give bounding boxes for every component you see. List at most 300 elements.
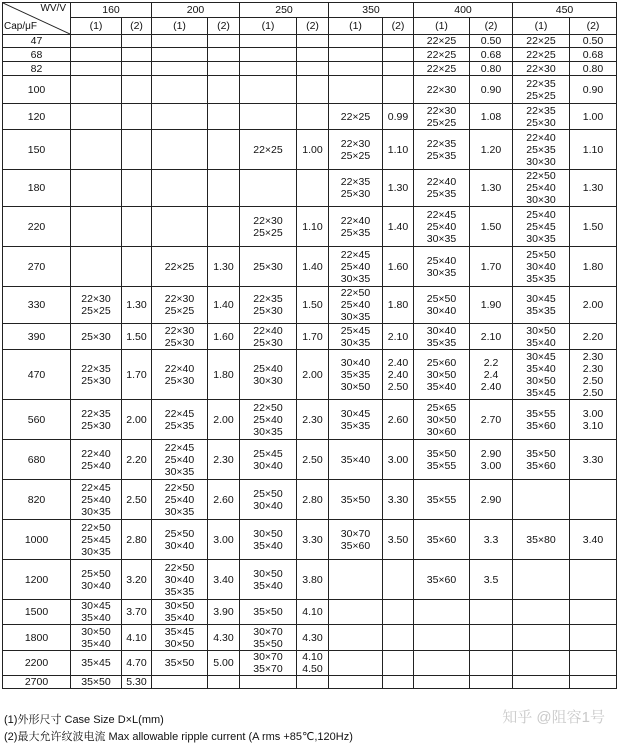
ripple-current-cell — [383, 76, 414, 104]
ripple-current-cell: 1.00 — [570, 104, 617, 130]
case-size-cell — [152, 76, 208, 104]
capacitance-cell: 68 — [3, 48, 71, 62]
voltage-header: 350 — [329, 3, 414, 18]
table-row — [3, 170, 617, 207]
subcol-ripple-header: (2) — [470, 18, 513, 35]
ripple-current-cell: 3.5 — [470, 560, 513, 600]
ripple-current-cell: 3.40 — [570, 520, 617, 560]
ripple-current-cell: 2.30 — [208, 440, 240, 480]
ripple-current-cell: 0.68 — [570, 48, 617, 62]
ripple-current-cell — [383, 651, 414, 676]
case-size-cell — [71, 247, 122, 287]
ripple-current-cell: 0.80 — [570, 62, 617, 76]
case-size-cell: 22×40 25×35 — [329, 207, 383, 247]
case-size-cell: 22×45 25×40 30×35 — [152, 440, 208, 480]
ripple-current-cell — [383, 676, 414, 689]
ripple-current-cell: 4.10 4.50 — [297, 651, 329, 676]
table-row — [3, 350, 617, 400]
case-size-cell — [71, 170, 122, 207]
case-size-cell — [513, 560, 570, 600]
capacitance-cell: 680 — [3, 440, 71, 480]
case-size-cell: 22×30 — [513, 62, 570, 76]
case-size-cell: 30×50 35×40 — [152, 600, 208, 625]
case-size-cell: 35×50 — [240, 600, 297, 625]
case-size-cell — [513, 600, 570, 625]
case-size-cell: 35×45 30×50 — [152, 625, 208, 651]
capacitance-cell: 120 — [3, 104, 71, 130]
ripple-current-cell — [383, 62, 414, 76]
case-size-cell — [152, 62, 208, 76]
case-size-cell: 25×50 30×40 — [414, 287, 470, 324]
case-size-cell: 22×45 25×35 — [152, 400, 208, 440]
case-size-cell — [152, 35, 208, 48]
case-size-cell: 30×45 35×40 30×50 35×45 — [513, 350, 570, 400]
case-size-cell — [240, 35, 297, 48]
ripple-current-cell: 3.50 — [383, 520, 414, 560]
ripple-current-cell — [208, 130, 240, 170]
capacitance-cell: 150 — [3, 130, 71, 170]
case-size-cell: 22×45 25×40 30×35 — [329, 247, 383, 287]
ripple-current-cell — [122, 170, 152, 207]
case-size-cell: 22×35 25×30 — [329, 170, 383, 207]
case-size-cell: 22×50 25×40 30×35 — [240, 400, 297, 440]
ripple-current-cell: 1.50 — [570, 207, 617, 247]
case-size-cell: 22×40 25×35 — [414, 170, 470, 207]
case-size-cell — [513, 625, 570, 651]
ripple-current-cell: 5.30 — [122, 676, 152, 689]
ripple-current-cell — [122, 35, 152, 48]
case-size-cell — [240, 62, 297, 76]
ripple-current-cell: 1.30 — [208, 247, 240, 287]
case-size-cell: 25×30 — [240, 247, 297, 287]
case-size-cell: 22×25 — [513, 48, 570, 62]
case-size-cell: 30×50 35×40 — [240, 560, 297, 600]
capacitance-cell: 390 — [3, 324, 71, 350]
case-size-cell: 30×45 35×35 — [513, 287, 570, 324]
capacitance-cell: 330 — [3, 287, 71, 324]
table-row — [3, 207, 617, 247]
ripple-current-cell — [122, 48, 152, 62]
ripple-current-cell: 1.00 — [297, 130, 329, 170]
subcol-size-header: (1) — [329, 18, 383, 35]
table-row — [3, 676, 617, 689]
case-size-cell: 25×50 30×40 35×35 — [513, 247, 570, 287]
capacitance-cell: 100 — [3, 76, 71, 104]
ripple-current-cell: 3.20 — [122, 560, 152, 600]
ripple-current-cell: 2.40 2.40 2.50 — [383, 350, 414, 400]
capacitance-cell: 270 — [3, 247, 71, 287]
case-size-cell: 22×30 25×25 — [414, 104, 470, 130]
ripple-current-cell — [570, 676, 617, 689]
ripple-current-cell — [383, 48, 414, 62]
ripple-current-cell: 1.40 — [208, 287, 240, 324]
ripple-current-cell — [570, 600, 617, 625]
ripple-current-cell — [297, 104, 329, 130]
case-size-cell — [240, 170, 297, 207]
case-size-cell: 30×45 35×40 — [71, 600, 122, 625]
ripple-current-cell: 2.30 — [297, 400, 329, 440]
ripple-current-cell: 2.30 2.30 2.50 2.50 — [570, 350, 617, 400]
capacitance-cell: 470 — [3, 350, 71, 400]
case-size-cell: 22×40 25×30 — [152, 350, 208, 400]
table-row — [3, 625, 617, 651]
ripple-current-cell — [297, 62, 329, 76]
subcol-size-header: (1) — [513, 18, 570, 35]
ripple-current-cell: 3.3 — [470, 520, 513, 560]
case-size-cell: 35×40 — [329, 440, 383, 480]
ripple-current-cell: 3.80 — [297, 560, 329, 600]
ripple-current-cell — [570, 480, 617, 520]
table-row — [3, 247, 617, 287]
case-size-cell — [329, 600, 383, 625]
case-size-cell: 25×40 30×30 — [240, 350, 297, 400]
case-size-cell — [414, 676, 470, 689]
case-size-cell: 22×35 25×30 — [71, 400, 122, 440]
case-size-cell — [414, 600, 470, 625]
case-size-cell: 22×30 25×25 — [329, 130, 383, 170]
subcol-size-header: (1) — [414, 18, 470, 35]
ripple-current-cell — [208, 35, 240, 48]
case-size-cell: 22×25 — [513, 35, 570, 48]
ripple-current-cell: 4.30 — [208, 625, 240, 651]
case-size-cell: 25×40 30×35 — [414, 247, 470, 287]
case-size-cell: 22×30 — [414, 76, 470, 104]
capacitance-cell: 1500 — [3, 600, 71, 625]
cap-label: Cap/μF — [4, 21, 37, 32]
case-size-cell — [71, 104, 122, 130]
ripple-current-cell: 3.30 — [570, 440, 617, 480]
case-size-cell — [329, 560, 383, 600]
ripple-current-cell: 1.30 — [122, 287, 152, 324]
table-row — [3, 62, 617, 76]
ripple-current-cell — [470, 676, 513, 689]
case-size-cell: 22×50 25×45 30×35 — [71, 520, 122, 560]
ripple-current-cell: 2.60 — [208, 480, 240, 520]
ripple-current-cell: 3.30 — [297, 520, 329, 560]
ripple-current-cell — [122, 62, 152, 76]
case-size-cell — [329, 35, 383, 48]
case-size-cell: 22×25 — [414, 48, 470, 62]
case-size-cell — [152, 48, 208, 62]
case-size-cell: 30×50 35×40 — [513, 324, 570, 350]
ripple-current-cell: 3.40 — [208, 560, 240, 600]
case-size-cell: 35×50 35×60 — [513, 440, 570, 480]
table-row — [3, 600, 617, 625]
ripple-current-cell: 3.70 — [122, 600, 152, 625]
case-size-cell: 35×55 35×60 — [513, 400, 570, 440]
ripple-current-cell: 0.50 — [470, 35, 513, 48]
case-size-cell: 22×35 25×30 — [240, 287, 297, 324]
ripple-current-cell — [122, 247, 152, 287]
table-row — [3, 651, 617, 676]
ripple-current-cell — [208, 48, 240, 62]
case-size-cell: 25×60 30×50 35×40 — [414, 350, 470, 400]
case-size-cell — [513, 676, 570, 689]
capacitance-cell: 1200 — [3, 560, 71, 600]
case-size-cell — [71, 76, 122, 104]
ripple-current-cell — [122, 130, 152, 170]
case-size-cell — [240, 104, 297, 130]
ripple-current-cell: 1.10 — [383, 130, 414, 170]
ripple-current-cell — [208, 104, 240, 130]
ripple-current-cell: 1.60 — [208, 324, 240, 350]
voltage-header-row — [3, 3, 617, 18]
ripple-current-cell — [122, 76, 152, 104]
ripple-current-cell: 1.30 — [383, 170, 414, 207]
case-size-cell — [152, 170, 208, 207]
case-size-cell — [329, 625, 383, 651]
subcol-size-header: (1) — [71, 18, 122, 35]
table-row — [3, 400, 617, 440]
case-size-cell: 35×60 — [414, 520, 470, 560]
case-size-cell: 22×45 25×40 30×35 — [414, 207, 470, 247]
case-size-cell: 22×40 25×30 — [240, 324, 297, 350]
ripple-current-cell: 4.10 — [122, 625, 152, 651]
ripple-current-cell: 1.08 — [470, 104, 513, 130]
case-size-cell: 22×30 25×25 — [71, 287, 122, 324]
ripple-current-cell: 4.10 — [297, 600, 329, 625]
table-row — [3, 48, 617, 62]
capacitance-cell: 2200 — [3, 651, 71, 676]
ripple-current-cell — [383, 600, 414, 625]
case-size-cell: 30×50 35×40 — [240, 520, 297, 560]
ripple-current-cell: 2.80 — [297, 480, 329, 520]
case-size-cell: 35×50 35×55 — [414, 440, 470, 480]
subcol-ripple-header: (2) — [383, 18, 414, 35]
ripple-current-cell: 2.00 — [570, 287, 617, 324]
case-size-cell: 30×70 35×70 — [240, 651, 297, 676]
ripple-current-cell — [208, 62, 240, 76]
corner-header-cell — [3, 3, 71, 35]
capacitance-cell: 180 — [3, 170, 71, 207]
ripple-current-cell — [297, 48, 329, 62]
case-size-cell: 22×40 25×35 30×30 — [513, 130, 570, 170]
case-size-cell: 22×30 25×30 — [152, 324, 208, 350]
ripple-current-cell: 3.00 — [383, 440, 414, 480]
case-size-cell — [71, 62, 122, 76]
case-size-cell: 25×40 25×45 30×35 — [513, 207, 570, 247]
ripple-current-cell: 1.90 — [470, 287, 513, 324]
table-row — [3, 440, 617, 480]
ripple-current-cell: 1.50 — [297, 287, 329, 324]
case-size-cell: 25×45 30×40 — [240, 440, 297, 480]
case-size-cell — [414, 651, 470, 676]
ripple-current-cell: 0.50 — [570, 35, 617, 48]
case-size-cell: 22×45 25×40 30×35 — [71, 480, 122, 520]
ripple-current-cell: 2.50 — [297, 440, 329, 480]
ripple-current-cell — [470, 625, 513, 651]
ripple-current-cell: 1.20 — [470, 130, 513, 170]
ripple-current-cell — [570, 625, 617, 651]
ripple-current-cell: 1.10 — [570, 130, 617, 170]
case-size-cell: 35×45 — [71, 651, 122, 676]
case-size-cell: 30×40 35×35 — [414, 324, 470, 350]
case-size-cell: 35×80 — [513, 520, 570, 560]
ripple-current-cell — [297, 35, 329, 48]
case-size-cell: 25×30 — [71, 324, 122, 350]
table-row — [3, 324, 617, 350]
ripple-current-cell: 2.70 — [470, 400, 513, 440]
subcol-ripple-header: (2) — [208, 18, 240, 35]
case-size-cell: 22×25 — [152, 247, 208, 287]
case-size-cell: 22×50 25×40 30×35 — [152, 480, 208, 520]
subcol-ripple-header: (2) — [297, 18, 329, 35]
case-size-cell: 22×25 — [240, 130, 297, 170]
case-size-cell: 30×70 35×50 — [240, 625, 297, 651]
case-size-cell — [329, 48, 383, 62]
case-size-cell — [513, 651, 570, 676]
ripple-current-cell: 1.70 — [470, 247, 513, 287]
table-row — [3, 76, 617, 104]
table-row — [3, 130, 617, 170]
subcol-size-header: (1) — [152, 18, 208, 35]
ripple-current-cell: 2.90 3.00 — [470, 440, 513, 480]
ripple-current-cell — [208, 207, 240, 247]
case-size-cell: 30×40 35×35 30×50 — [329, 350, 383, 400]
ripple-current-cell: 2.60 — [383, 400, 414, 440]
ripple-current-cell: 0.90 — [470, 76, 513, 104]
ripple-current-cell: 1.10 — [297, 207, 329, 247]
ripple-current-cell: 2.10 — [383, 324, 414, 350]
subcol-size-header: (1) — [240, 18, 297, 35]
case-size-cell — [513, 480, 570, 520]
capacitance-cell: 1000 — [3, 520, 71, 560]
spec-table-body — [3, 35, 617, 689]
ripple-current-cell: 5.00 — [208, 651, 240, 676]
ripple-current-cell — [297, 76, 329, 104]
table-row — [3, 560, 617, 600]
case-size-cell — [71, 48, 122, 62]
ripple-current-cell: 2.10 — [470, 324, 513, 350]
watermark: 知乎 @阻容1号 — [502, 709, 605, 726]
case-size-cell: 22×30 25×25 — [152, 287, 208, 324]
case-size-cell: 22×30 25×25 — [240, 207, 297, 247]
case-size-cell: 30×70 35×60 — [329, 520, 383, 560]
capacitance-cell: 820 — [3, 480, 71, 520]
case-size-cell: 22×25 — [329, 104, 383, 130]
voltage-header: 450 — [513, 3, 617, 18]
ripple-current-cell: 2.90 — [470, 480, 513, 520]
table-row — [3, 104, 617, 130]
ripple-current-cell: 1.60 — [383, 247, 414, 287]
case-size-cell: 25×45 30×35 — [329, 324, 383, 350]
case-size-cell — [329, 76, 383, 104]
ripple-current-cell: 0.90 — [570, 76, 617, 104]
ripple-current-cell: 2.00 — [122, 400, 152, 440]
case-size-cell: 30×50 35×40 — [71, 625, 122, 651]
ripple-current-cell: 1.70 — [297, 324, 329, 350]
ripple-current-cell: 2.20 — [122, 440, 152, 480]
case-size-cell: 35×60 — [414, 560, 470, 600]
ripple-current-cell: 2.50 — [122, 480, 152, 520]
case-size-cell — [414, 625, 470, 651]
case-size-cell: 22×35 25×30 — [71, 350, 122, 400]
ripple-current-cell — [470, 651, 513, 676]
ripple-current-cell: 2.00 — [297, 350, 329, 400]
case-size-cell: 25×50 30×40 — [240, 480, 297, 520]
voltage-header: 200 — [152, 3, 240, 18]
voltage-header: 160 — [71, 3, 152, 18]
case-size-cell: 22×35 25×25 — [513, 76, 570, 104]
capacitance-cell: 1800 — [3, 625, 71, 651]
wv-label: WV/V — [40, 3, 66, 14]
ripple-current-cell — [570, 651, 617, 676]
spec-table — [2, 2, 617, 689]
ripple-current-cell: 1.80 — [570, 247, 617, 287]
case-size-cell — [240, 48, 297, 62]
ripple-current-cell: 1.40 — [297, 247, 329, 287]
case-size-cell — [240, 676, 297, 689]
ripple-current-cell: 1.30 — [570, 170, 617, 207]
ripple-current-cell: 1.50 — [470, 207, 513, 247]
ripple-current-cell: 1.30 — [470, 170, 513, 207]
case-size-cell — [71, 35, 122, 48]
ripple-current-cell: 0.99 — [383, 104, 414, 130]
subcol-ripple-header: (2) — [570, 18, 617, 35]
case-size-cell: 22×35 25×35 — [414, 130, 470, 170]
voltage-header: 400 — [414, 3, 513, 18]
case-size-cell — [152, 207, 208, 247]
table-row — [3, 480, 617, 520]
case-size-cell — [329, 651, 383, 676]
case-size-cell: 35×55 — [414, 480, 470, 520]
subcol-ripple-header: (2) — [122, 18, 152, 35]
ripple-current-cell — [122, 104, 152, 130]
ripple-current-cell — [297, 676, 329, 689]
ripple-current-cell — [297, 170, 329, 207]
case-size-cell: 22×50 25×40 30×35 — [329, 287, 383, 324]
case-size-cell: 35×50 — [152, 651, 208, 676]
capacitance-cell: 82 — [3, 62, 71, 76]
ripple-current-cell: 2.80 — [122, 520, 152, 560]
ripple-current-cell: 0.68 — [470, 48, 513, 62]
case-size-cell: 30×45 35×35 — [329, 400, 383, 440]
ripple-current-cell: 2.00 — [208, 400, 240, 440]
case-size-cell — [329, 62, 383, 76]
ripple-current-cell: 3.90 — [208, 600, 240, 625]
ripple-current-cell — [122, 207, 152, 247]
case-size-cell: 25×50 30×40 — [152, 520, 208, 560]
footnote-case-size: (1)外形尺寸 Case Size D×L(mm) — [4, 714, 164, 726]
case-size-cell — [71, 130, 122, 170]
case-size-cell: 22×50 25×40 30×30 — [513, 170, 570, 207]
ripple-current-cell: 1.80 — [383, 287, 414, 324]
table-row — [3, 520, 617, 560]
ripple-current-cell — [208, 170, 240, 207]
ripple-current-cell: 1.70 — [122, 350, 152, 400]
case-size-cell: 22×25 — [414, 35, 470, 48]
ripple-current-cell — [208, 676, 240, 689]
voltage-header: 250 — [240, 3, 329, 18]
table-row — [3, 35, 617, 48]
ripple-current-cell: 3.00 3.10 — [570, 400, 617, 440]
case-size-cell — [152, 676, 208, 689]
ripple-current-cell — [570, 560, 617, 600]
capacitance-cell: 220 — [3, 207, 71, 247]
ripple-current-cell: 2.2 2.4 2.40 — [470, 350, 513, 400]
case-size-cell — [71, 207, 122, 247]
case-size-cell: 35×50 — [329, 480, 383, 520]
case-size-cell — [152, 130, 208, 170]
ripple-current-cell: 4.70 — [122, 651, 152, 676]
case-size-cell: 22×25 — [414, 62, 470, 76]
case-size-cell: 22×40 25×40 — [71, 440, 122, 480]
case-size-cell: 35×50 — [71, 676, 122, 689]
ripple-current-cell: 3.30 — [383, 480, 414, 520]
ripple-current-cell — [383, 625, 414, 651]
case-size-cell: 25×65 30×50 30×60 — [414, 400, 470, 440]
ripple-current-cell: 0.80 — [470, 62, 513, 76]
